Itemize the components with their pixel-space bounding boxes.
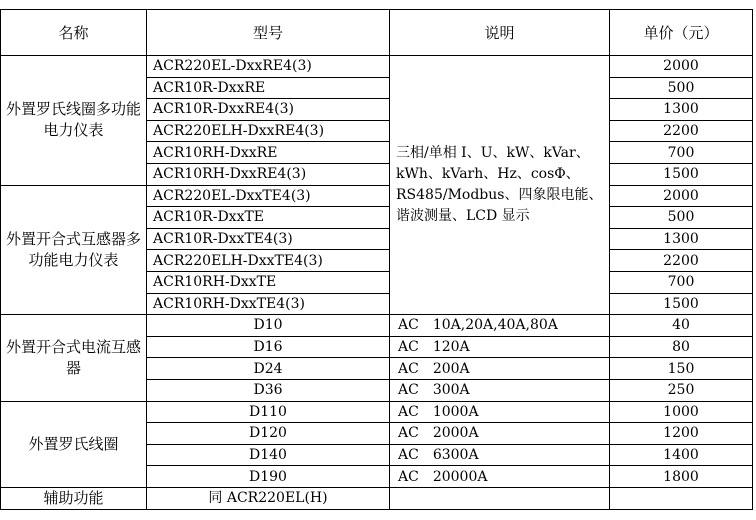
model-cell: D190 <box>147 466 390 488</box>
price-cell: 80 <box>610 336 753 358</box>
spec-cell: AC 20000A <box>390 466 610 488</box>
price-cell <box>610 487 753 509</box>
model-cell: 同 ACR220EL(H) <box>147 487 390 509</box>
model-cell: ACR10RH-DxxTE <box>147 271 390 293</box>
price-cell: 1800 <box>610 466 753 488</box>
model-cell: D140 <box>147 444 390 466</box>
price-cell: 500 <box>610 77 753 99</box>
description-cell: 三相/单相 I、U、kW、kVar、kWh、kVarh、Hz、cosΦ、RS485/Modbus、四象限电能、谐波测量、LCD 显示 <box>390 56 610 315</box>
model-cell: ACR220ELH-DxxRE4(3) <box>147 120 390 142</box>
product-name-cell: 辅助功能 <box>1 487 147 509</box>
price-cell: 700 <box>610 142 753 164</box>
table-header-row <box>1 10 753 56</box>
table-row <box>1 401 753 423</box>
spec-cell: AC 2000A <box>390 423 610 445</box>
product-name-cell: 外置罗氏线圈多功能电力仪表 <box>1 56 147 186</box>
model-cell: ACR10R-DxxRE4(3) <box>147 99 390 121</box>
model-cell: ACR220EL-DxxRE4(3) <box>147 56 390 78</box>
model-cell: ACR220EL-DxxTE4(3) <box>147 185 390 207</box>
price-cell: 1400 <box>610 444 753 466</box>
model-cell: ACR10RH-DxxRE4(3) <box>147 163 390 185</box>
price-cell: 2200 <box>610 120 753 142</box>
header-name: 名称 <box>1 10 147 56</box>
model-cell: ACR10RH-DxxRE <box>147 142 390 164</box>
header-unit-price: 单价（元） <box>610 10 753 56</box>
model-cell: D110 <box>147 401 390 423</box>
model-cell: D36 <box>147 379 390 401</box>
model-cell: D16 <box>147 336 390 358</box>
price-cell: 1300 <box>610 228 753 250</box>
spec-cell: AC 120A <box>390 336 610 358</box>
price-cell: 500 <box>610 207 753 229</box>
price-cell: 700 <box>610 271 753 293</box>
table-row <box>1 315 753 337</box>
model-cell: D10 <box>147 315 390 337</box>
price-cell: 250 <box>610 379 753 401</box>
price-cell: 150 <box>610 358 753 380</box>
spec-cell: AC 200A <box>390 358 610 380</box>
table-row <box>1 487 753 509</box>
header-description: 说明 <box>390 10 610 56</box>
price-cell: 1200 <box>610 423 753 445</box>
price-cell: 1000 <box>610 401 753 423</box>
spec-cell <box>390 487 610 509</box>
price-cell: 2000 <box>610 56 753 78</box>
model-cell: ACR220ELH-DxxTE4(3) <box>147 250 390 272</box>
spec-cell: AC 6300A <box>390 444 610 466</box>
table-row <box>1 185 753 207</box>
spec-cell: AC 1000A <box>390 401 610 423</box>
price-cell: 1300 <box>610 99 753 121</box>
price-cell: 40 <box>610 315 753 337</box>
price-cell: 2200 <box>610 250 753 272</box>
price-cell: 2000 <box>610 185 753 207</box>
price-cell: 1500 <box>610 293 753 315</box>
model-cell: D120 <box>147 423 390 445</box>
model-cell: ACR10RH-DxxTE4(3) <box>147 293 390 315</box>
model-cell: ACR10R-DxxTE <box>147 207 390 229</box>
model-cell: ACR10R-DxxTE4(3) <box>147 228 390 250</box>
price-cell: 1500 <box>610 163 753 185</box>
product-name-cell: 外置开合式电流互感器 <box>1 315 147 401</box>
spec-cell: AC 300A <box>390 379 610 401</box>
spec-cell: AC 10A,20A,40A,80A <box>390 315 610 337</box>
price-table <box>0 9 753 510</box>
header-model: 型号 <box>147 10 390 56</box>
product-name-cell: 外置开合式互感器多功能电力仪表 <box>1 185 147 315</box>
product-name-cell: 外置罗氏线圈 <box>1 401 147 487</box>
model-cell: D24 <box>147 358 390 380</box>
table-row <box>1 56 753 78</box>
model-cell: ACR10R-DxxRE <box>147 77 390 99</box>
